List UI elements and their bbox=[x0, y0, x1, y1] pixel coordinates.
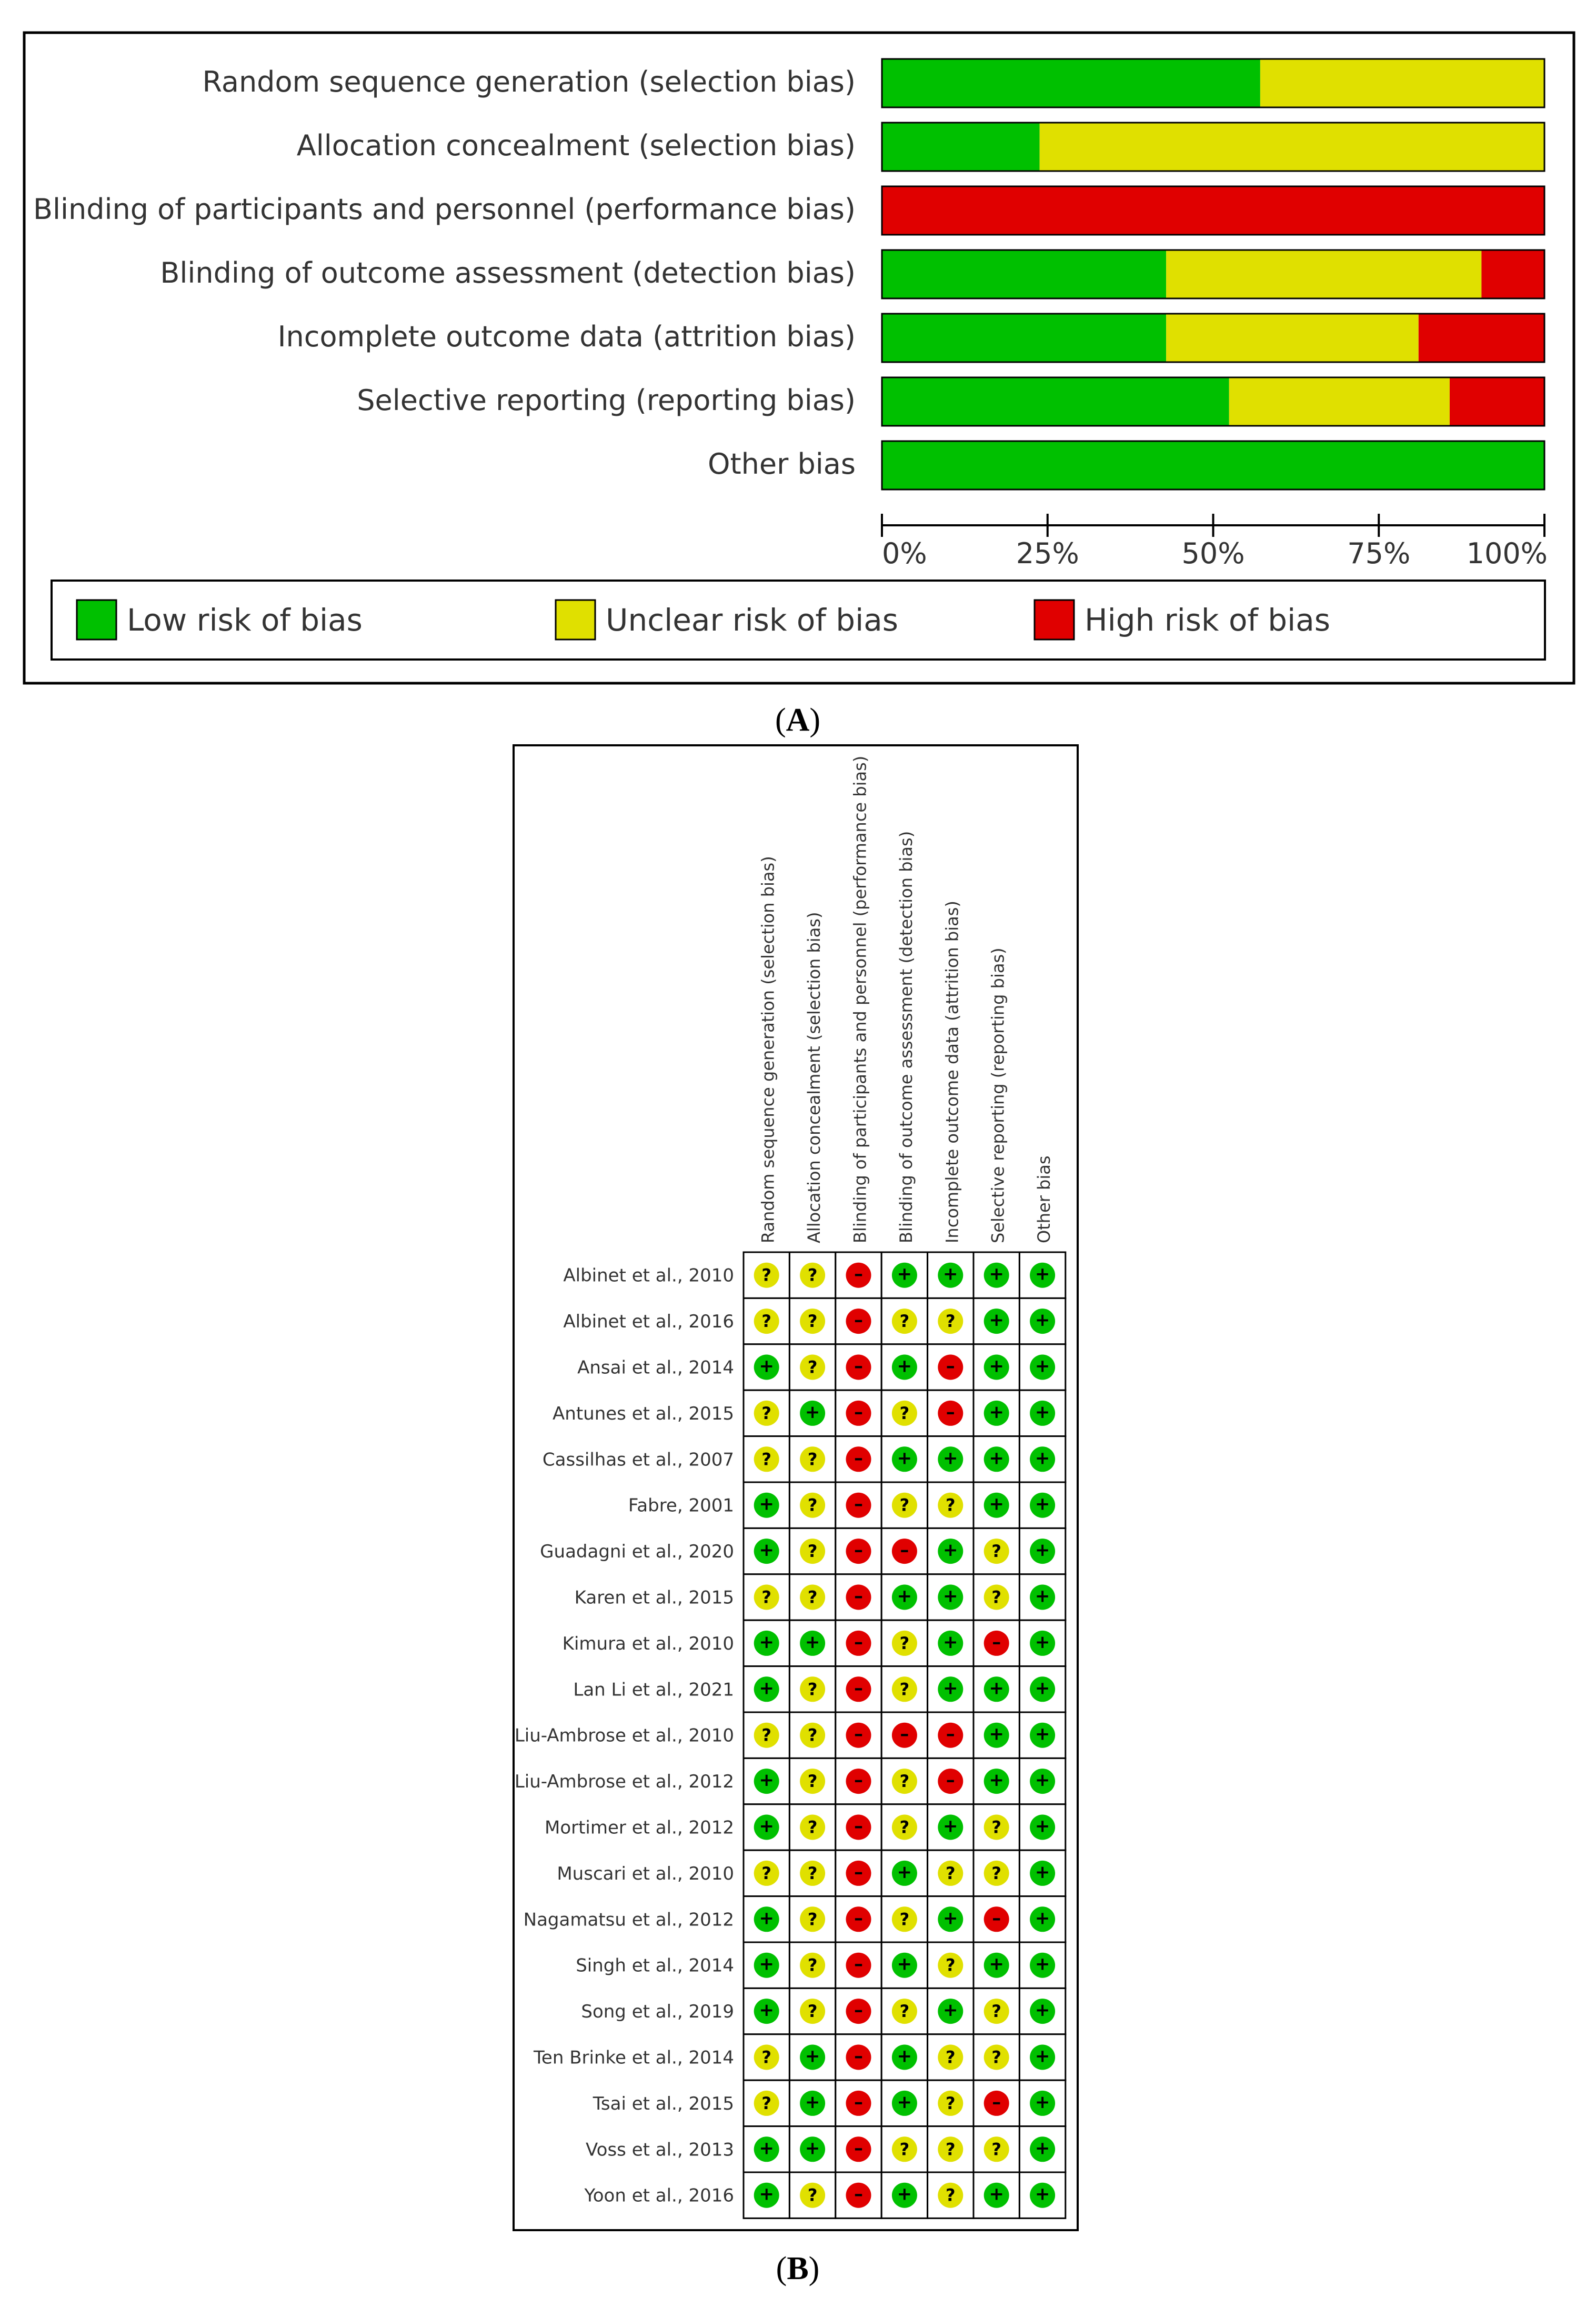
rating-symbol: + bbox=[989, 1401, 1004, 1423]
rating-symbol: ? bbox=[761, 1311, 771, 1332]
rating-symbol: ? bbox=[807, 1909, 818, 1930]
rating-symbol: + bbox=[943, 1263, 958, 1285]
legend-swatch-low bbox=[77, 600, 116, 640]
rating-symbol: + bbox=[759, 1631, 774, 1653]
bar-segment-unclear bbox=[1229, 377, 1450, 426]
rating-symbol: + bbox=[1035, 2138, 1050, 2159]
rating-symbol: ? bbox=[807, 1541, 818, 1562]
rating-symbol: – bbox=[854, 2045, 863, 2067]
bar-segment-low bbox=[882, 314, 1166, 362]
rating-symbol: – bbox=[854, 1540, 863, 1561]
rating-symbol: – bbox=[900, 1723, 909, 1745]
study-label: Tsai et al., 2015 bbox=[593, 2093, 734, 2114]
rating-symbol: + bbox=[759, 1770, 774, 1791]
rating-symbol: + bbox=[759, 1815, 774, 1837]
study-label: Antunes et al., 2015 bbox=[553, 1403, 734, 1424]
rating-symbol: + bbox=[759, 2000, 774, 2021]
rating-symbol: ? bbox=[991, 1541, 1001, 1562]
rating-symbol: ? bbox=[899, 1311, 910, 1332]
rating-symbol: + bbox=[805, 1401, 820, 1423]
category-label: Blinding of participants and personnel (performance bias) bbox=[33, 193, 856, 226]
rating-symbol: + bbox=[943, 1815, 958, 1837]
rating-symbol: ? bbox=[991, 2139, 1001, 2160]
study-label: Kimura et al., 2010 bbox=[562, 1633, 734, 1654]
rating-symbol: + bbox=[943, 1447, 958, 1469]
rating-symbol: ? bbox=[807, 1495, 818, 1515]
rating-symbol: + bbox=[1035, 2045, 1050, 2067]
rating-symbol: – bbox=[854, 1953, 863, 1975]
study-label: Liu-Ambrose et al., 2010 bbox=[514, 1725, 734, 1746]
rating-symbol: – bbox=[854, 1723, 863, 1745]
rating-symbol: ? bbox=[807, 1725, 818, 1745]
rating-symbol: + bbox=[897, 1447, 912, 1469]
rating-symbol: ? bbox=[991, 1863, 1001, 1883]
bar-segment-low bbox=[882, 123, 1040, 171]
rating-symbol: ? bbox=[899, 1403, 910, 1423]
study-label: Albinet et al., 2010 bbox=[563, 1265, 734, 1286]
rating-symbol: – bbox=[854, 1815, 863, 1837]
rating-symbol: ? bbox=[946, 2047, 956, 2068]
bar-segment-high bbox=[1481, 250, 1544, 298]
rating-symbol: + bbox=[943, 1907, 958, 1929]
study-label: Song et al., 2019 bbox=[581, 2001, 734, 2023]
rating-symbol: + bbox=[989, 1447, 1004, 1469]
panel-a-legend bbox=[52, 581, 1545, 660]
rating-symbol: + bbox=[989, 1493, 1004, 1515]
caption-a-letter: A bbox=[786, 702, 810, 738]
column-header: Incomplete outcome data (attrition bias) bbox=[942, 901, 962, 1243]
study-label: Nagamatsu et al., 2012 bbox=[523, 1909, 734, 1931]
rating-symbol: ? bbox=[761, 1725, 771, 1745]
bar-segment-low bbox=[882, 250, 1166, 298]
rating-symbol: + bbox=[759, 1540, 774, 1561]
bar-segment-unclear bbox=[1166, 250, 1481, 298]
rating-symbol: + bbox=[989, 1723, 1004, 1745]
rating-symbol: + bbox=[1035, 1907, 1050, 1929]
rating-symbol: + bbox=[989, 1310, 1004, 1331]
rating-symbol: + bbox=[943, 2000, 958, 2021]
rating-symbol: ? bbox=[807, 1587, 818, 1607]
rating-symbol: – bbox=[854, 1493, 863, 1515]
bar-segment-unclear bbox=[1260, 59, 1544, 107]
rating-symbol: ? bbox=[761, 1403, 771, 1423]
category-label: Other bias bbox=[708, 447, 856, 481]
rating-symbol: + bbox=[1035, 2091, 1050, 2113]
rating-symbol: + bbox=[759, 2138, 774, 2159]
rating-symbol: ? bbox=[946, 2093, 956, 2113]
bar-segment-high bbox=[1419, 314, 1544, 362]
x-tick-label: 100% bbox=[1466, 537, 1548, 570]
rating-symbol: + bbox=[1035, 1631, 1050, 1653]
rating-symbol: + bbox=[759, 1355, 774, 1377]
rating-symbol: ? bbox=[946, 2139, 956, 2160]
rating-symbol: + bbox=[1035, 1540, 1050, 1561]
rating-symbol: ? bbox=[899, 1817, 910, 1837]
rating-symbol: ? bbox=[807, 1311, 818, 1332]
column-header: Selective reporting (reporting bias) bbox=[988, 947, 1008, 1243]
study-label: Mortimer et al., 2012 bbox=[544, 1817, 734, 1839]
rating-symbol: – bbox=[900, 1540, 909, 1561]
rating-symbol: ? bbox=[899, 2139, 910, 2160]
rating-symbol: + bbox=[989, 1953, 1004, 1975]
category-label: Blinding of outcome assessment (detection bias) bbox=[160, 256, 856, 289]
rating-symbol: + bbox=[1035, 1447, 1050, 1469]
caption-b: (B) bbox=[776, 2251, 820, 2286]
rating-symbol: + bbox=[1035, 2000, 1050, 2021]
rating-symbol: ? bbox=[807, 1679, 818, 1700]
x-tick-label: 75% bbox=[1347, 537, 1411, 570]
column-header: Blinding of participants and personnel (performance bias) bbox=[850, 755, 870, 1243]
rating-symbol: + bbox=[805, 1631, 820, 1653]
rating-symbol: ? bbox=[807, 1771, 818, 1792]
caption-b-letter: B bbox=[787, 2251, 809, 2286]
bar-segment-low bbox=[882, 377, 1229, 426]
rating-symbol: ? bbox=[946, 1863, 956, 1883]
rating-symbol: – bbox=[854, 1310, 863, 1331]
rating-symbol: + bbox=[897, 1585, 912, 1607]
rating-symbol: – bbox=[854, 1770, 863, 1791]
rating-symbol: ? bbox=[807, 1817, 818, 1837]
rating-symbol: ? bbox=[807, 1357, 818, 1377]
study-label: Fabre, 2001 bbox=[628, 1495, 734, 1516]
rating-symbol: + bbox=[1035, 1815, 1050, 1837]
study-label: Singh et al., 2014 bbox=[576, 1955, 734, 1976]
rating-symbol: + bbox=[1035, 1770, 1050, 1791]
x-tick-label: 50% bbox=[1181, 537, 1245, 570]
bar-segment-unclear bbox=[1040, 123, 1544, 171]
rating-symbol: + bbox=[805, 2138, 820, 2159]
x-tick-label: 0% bbox=[882, 537, 927, 570]
rating-symbol: – bbox=[854, 1907, 863, 1929]
rating-symbol: + bbox=[1035, 1861, 1050, 1883]
rating-symbol: ? bbox=[807, 1265, 818, 1285]
rating-symbol: ? bbox=[899, 2001, 910, 2022]
rating-symbol: + bbox=[989, 1355, 1004, 1377]
rating-symbol: + bbox=[1035, 1585, 1050, 1607]
study-label: Karen et al., 2015 bbox=[574, 1587, 734, 1609]
rating-symbol: – bbox=[946, 1355, 955, 1377]
rating-symbol: + bbox=[1035, 1355, 1050, 1377]
rating-symbol: ? bbox=[807, 2185, 818, 2205]
rating-symbol: ? bbox=[761, 1863, 771, 1883]
rating-symbol: ? bbox=[761, 1449, 771, 1470]
rating-symbol: ? bbox=[761, 1587, 771, 1607]
rating-symbol: – bbox=[854, 1263, 863, 1285]
rating-symbol: – bbox=[854, 1585, 863, 1607]
rating-symbol: + bbox=[1035, 1310, 1050, 1331]
category-label: Random sequence generation (selection bias) bbox=[202, 65, 856, 98]
rating-symbol: ? bbox=[807, 1863, 818, 1883]
rating-symbol: ? bbox=[899, 1679, 910, 1700]
study-label: Cassilhas et al., 2007 bbox=[542, 1449, 734, 1471]
study-label: Ten Brinke et al., 2014 bbox=[533, 2047, 734, 2069]
rating-symbol: + bbox=[943, 1677, 958, 1699]
category-label: Allocation concealment (selection bias) bbox=[296, 129, 856, 162]
rating-symbol: – bbox=[854, 2183, 863, 2205]
rating-symbol: – bbox=[854, 1355, 863, 1377]
rating-symbol: + bbox=[1035, 1723, 1050, 1745]
rating-symbol: + bbox=[897, 1861, 912, 1883]
bar-segment-low bbox=[882, 59, 1260, 107]
rating-symbol: ? bbox=[807, 1449, 818, 1470]
bar-segment-high bbox=[1450, 377, 1544, 426]
caption-a: (A) bbox=[775, 702, 821, 738]
rating-symbol: ? bbox=[899, 1495, 910, 1515]
column-header: Allocation concealment (selection bias) bbox=[804, 912, 825, 1243]
rating-symbol: + bbox=[897, 1953, 912, 1975]
rating-symbol: – bbox=[854, 2091, 863, 2113]
rating-symbol: ? bbox=[946, 2185, 956, 2205]
rating-symbol: + bbox=[989, 2183, 1004, 2205]
study-label: Lan Li et al., 2021 bbox=[573, 1679, 734, 1701]
rating-symbol: – bbox=[992, 1907, 1001, 1929]
rating-symbol: + bbox=[1035, 1953, 1050, 1975]
rating-symbol: + bbox=[989, 1263, 1004, 1285]
rating-symbol: – bbox=[854, 1677, 863, 1699]
legend-swatch-unclear bbox=[556, 600, 595, 640]
rating-symbol: + bbox=[897, 2091, 912, 2113]
rating-symbol: ? bbox=[991, 2047, 1001, 2068]
rating-symbol: – bbox=[946, 1723, 955, 1745]
bar-segment-high bbox=[882, 186, 1544, 235]
legend-label-low: Low risk of bias bbox=[127, 602, 363, 638]
rating-symbol: ? bbox=[761, 1265, 771, 1285]
rating-symbol: ? bbox=[761, 2093, 771, 2113]
rating-symbol: + bbox=[989, 1677, 1004, 1699]
rating-symbol: – bbox=[854, 1861, 863, 1883]
rating-symbol: + bbox=[897, 1355, 912, 1377]
rating-symbol: – bbox=[854, 1631, 863, 1653]
legend-label-high: High risk of bias bbox=[1085, 602, 1330, 638]
column-header: Random sequence generation (selection bias) bbox=[758, 856, 778, 1243]
rating-symbol: + bbox=[1035, 1401, 1050, 1423]
rating-symbol: + bbox=[759, 1677, 774, 1699]
category-label: Incomplete outcome data (attrition bias) bbox=[277, 320, 856, 353]
rating-symbol: + bbox=[805, 2045, 820, 2067]
rating-symbol: – bbox=[854, 1447, 863, 1469]
legend-label-unclear: Unclear risk of bias bbox=[606, 602, 898, 638]
study-label: Muscari et al., 2010 bbox=[557, 1863, 734, 1884]
legend-swatch-high bbox=[1035, 600, 1074, 640]
rating-symbol: + bbox=[943, 1540, 958, 1561]
rating-symbol: + bbox=[897, 2045, 912, 2067]
rating-symbol: + bbox=[805, 2091, 820, 2113]
rating-symbol: ? bbox=[899, 1771, 910, 1792]
rating-symbol: ? bbox=[946, 1955, 956, 1975]
rating-symbol: – bbox=[992, 1631, 1001, 1653]
rating-symbol: ? bbox=[946, 1495, 956, 1515]
rating-symbol: – bbox=[946, 1401, 955, 1423]
x-tick-label: 25% bbox=[1016, 537, 1079, 570]
rating-symbol: – bbox=[854, 2000, 863, 2021]
rating-symbol: + bbox=[943, 1585, 958, 1607]
study-label: Voss et al., 2013 bbox=[586, 2139, 734, 2161]
study-label: Ansai et al., 2014 bbox=[577, 1357, 734, 1379]
bar-segment-unclear bbox=[1166, 314, 1419, 362]
rating-symbol: + bbox=[759, 2183, 774, 2205]
rating-symbol: – bbox=[854, 2138, 863, 2159]
rating-symbol: ? bbox=[807, 1955, 818, 1975]
rating-symbol: + bbox=[1035, 1677, 1050, 1699]
column-header: Blinding of outcome assessment (detection bias) bbox=[896, 831, 916, 1243]
rating-symbol: + bbox=[1035, 1263, 1050, 1285]
rating-symbol: ? bbox=[991, 1587, 1001, 1607]
rating-symbol: + bbox=[759, 1953, 774, 1975]
rating-symbol: ? bbox=[899, 1633, 910, 1653]
rating-symbol: ? bbox=[991, 1817, 1001, 1837]
study-label: Guadagni et al., 2020 bbox=[540, 1541, 734, 1563]
rating-symbol: ? bbox=[946, 1311, 956, 1332]
rating-symbol: + bbox=[1035, 1493, 1050, 1515]
column-header: Other bias bbox=[1034, 1155, 1055, 1243]
study-label: Liu-Ambrose et al., 2012 bbox=[514, 1771, 734, 1793]
study-label: Yoon et al., 2016 bbox=[584, 2185, 734, 2206]
rating-symbol: + bbox=[759, 1493, 774, 1515]
rating-symbol: – bbox=[946, 1770, 955, 1791]
study-label: Albinet et al., 2016 bbox=[563, 1311, 734, 1333]
rating-symbol: + bbox=[897, 2183, 912, 2205]
rating-symbol: ? bbox=[991, 2001, 1001, 2022]
rating-symbol: ? bbox=[899, 1909, 910, 1930]
category-label: Selective reporting (reporting bias) bbox=[357, 384, 856, 417]
rating-symbol: + bbox=[897, 1263, 912, 1285]
rating-symbol: + bbox=[1035, 2183, 1050, 2205]
rating-symbol: ? bbox=[807, 2001, 818, 2022]
rating-symbol: – bbox=[992, 2091, 1001, 2113]
rating-symbol: + bbox=[943, 1631, 958, 1653]
rating-symbol: ? bbox=[761, 2047, 771, 2068]
rating-symbol: – bbox=[854, 1401, 863, 1423]
bar-segment-low bbox=[882, 441, 1544, 490]
rating-symbol: + bbox=[989, 1770, 1004, 1791]
rating-symbol: + bbox=[759, 1907, 774, 1929]
